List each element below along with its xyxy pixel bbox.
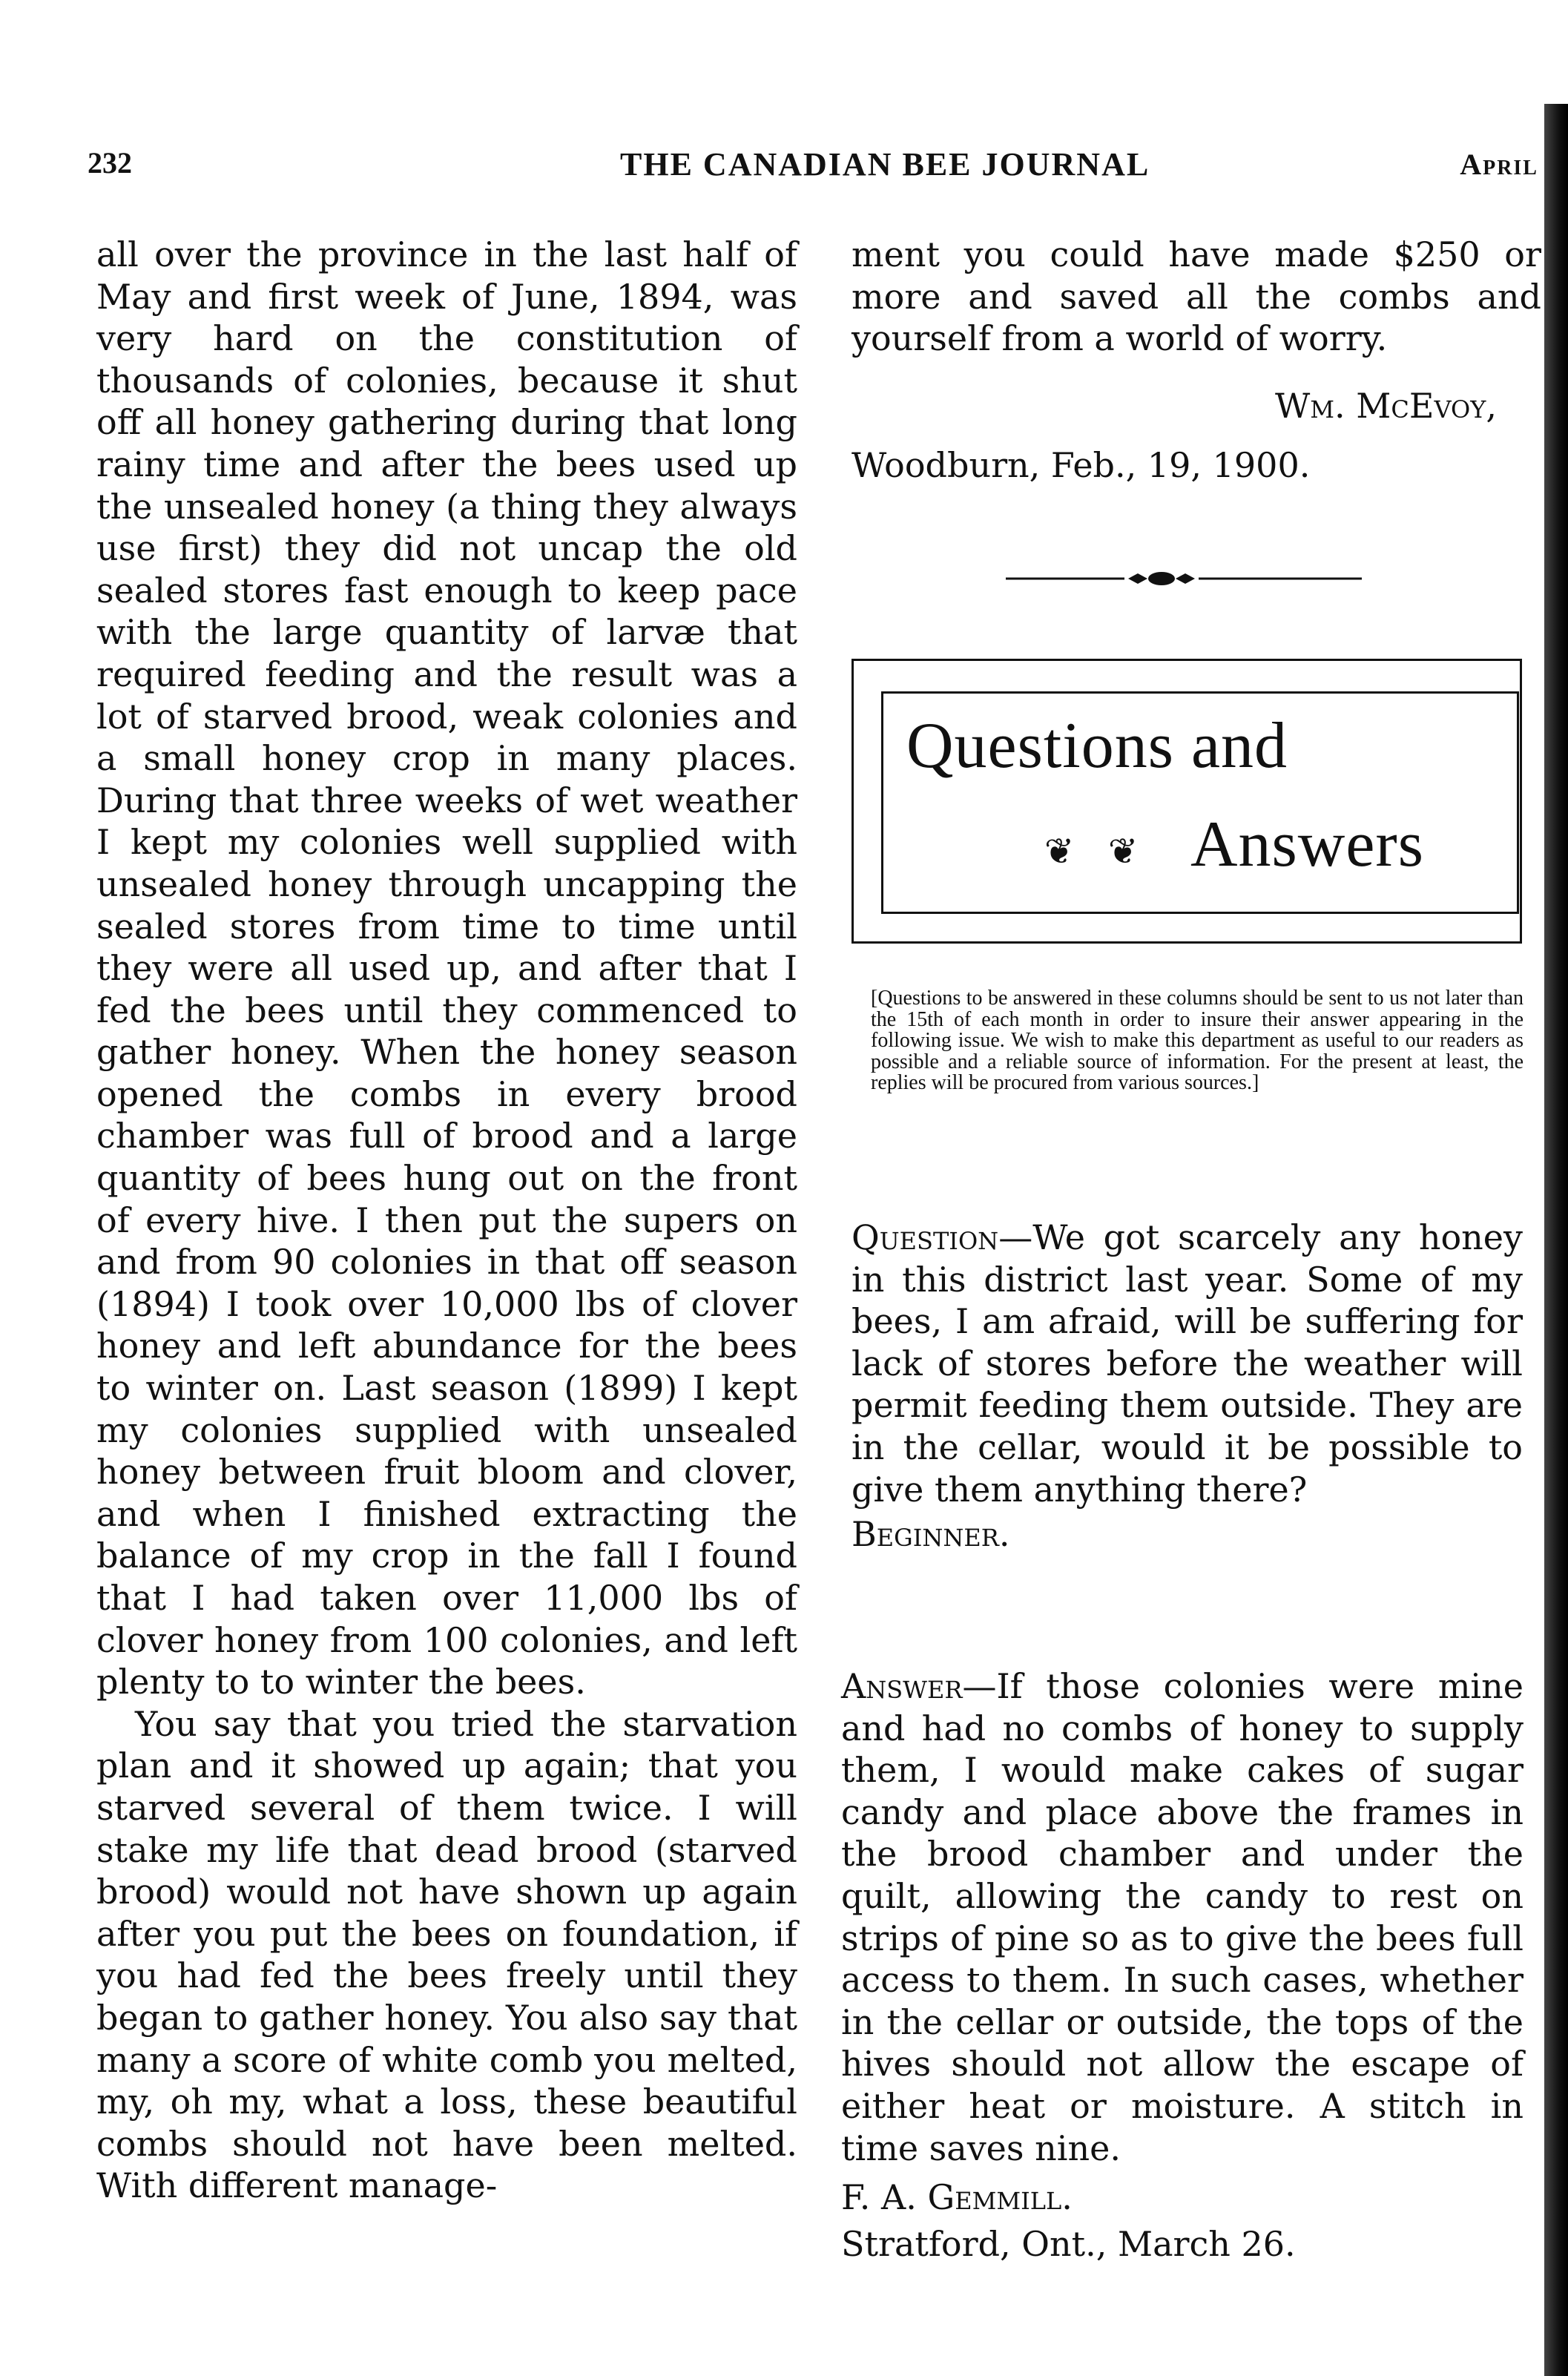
journal-title: THE CANADIAN BEE JOURNAL — [620, 146, 1150, 182]
section-divider-ornament — [1006, 570, 1362, 588]
answer-block — [841, 1665, 1523, 2265]
letter-signature: Wm. McEvoy, — [1275, 385, 1497, 426]
answer-dateline: Stratford, Ont., March 26. — [841, 2223, 1296, 2264]
question-signature: Beginner. — [851, 1514, 1010, 1555]
running-header — [88, 145, 1538, 197]
question-block — [851, 1217, 1523, 1556]
letter-paragraph-1: all over the province in the last half of May and first week of June, 1894, was very hard on the constitution of thousands of colonies, because it shut off all honey gathering during that long rainy time and after the bees used up the unsealed honey (a thing they always use first) they did not uncap the old sealed stores fast enough to keep pace with the large quantity of larvæ that required feeding and the result was a lot of starved brood, weak colonies and a small honey crop in many places. During that three weeks of wet weather I kept my colonies well supplied with unsealed honey through uncapping the sealed stores from time to time until they were all used up, and after that I fed the bees until they commenced to gather honey. When the honey season opened the combs in every brood chamber was full of brood and a large quantity of bees hung out on the front of every hive. I then put the supers on and from 90 colonies in that off season (1894) I took over 10,000 lbs of clover honey and left abundance for the bees to winter on. Last season (1899) I kept my colonies supplied with unsealed honey between fruit bloom and clover, and when I finished extracting the balance of my crop in the fall I found that I had taken over 11,000 lbs of clover honey from 100 colonies, and left plenty to to winter the bees. — [96, 234, 797, 1702]
right-column-letter-end — [851, 234, 1541, 487]
question-body: —We got scarcely any honey in this district last year. Some of my bees, I am afraid, will be suffering for lack of stores before the weather will permit feeding them outside. They are in the cellar, would it be possible to give them anything there? — [851, 1217, 1523, 1510]
answer-text — [841, 1665, 1523, 2169]
qa-heading-line1: Questions and — [906, 710, 1288, 782]
issue-month: April — [1460, 148, 1538, 181]
question-label: Question — [851, 1217, 999, 1257]
fleuron-icon: ❦ — [1044, 831, 1075, 872]
letter-dateline: Woodburn, Feb., 19, 1900. — [851, 445, 1311, 486]
letter-paragraph-2: You say that you tried the starvation plan and it showed up again; that you starved several of them twice. I will stake my life that dead brood (starved brood) would not have shown up again after you put the bees on foundation, if you had fed the bees freely until they began to gather honey. You also say that many a score of white comb you melted, my, oh my, what a loss, these beautiful combs should not have been melted. With different manage- — [96, 1703, 797, 2206]
qa-heading-line2: Answers — [1190, 809, 1424, 881]
scan-edge-shadow — [1544, 104, 1568, 2376]
page-number: 232 — [88, 146, 132, 180]
answer-signature: F. A. Gemmill. — [841, 2177, 1073, 2218]
question-text — [851, 1217, 1523, 1510]
editorial-notice: [Questions to be answered in these columns should be sent to us not later than the 15th of each month in order to insure their answer appearing in the following issue. We wish to make this department as useful to our readers as possible and a reliable source of information. For the present at least, the replies will be procured from various sources.] — [871, 987, 1523, 1094]
fleuron-icon: ❦ — [1108, 831, 1139, 872]
letter-continuation: ment you could have made $250 or more and saved all the combs and yourself from a world of worry. — [851, 234, 1541, 359]
left-column — [96, 234, 797, 2207]
answer-body: —If those colonies were mine and had no combs of honey to supply them, I would make cakes of sugar candy and place above the frames in the brood chamber and under the quilt, allowing the candy to rest on strips of pine so as to give the bees full access to them. In such cases, whether in the cellar or outside, the tops of the hives should not allow the escape of either heat or moisture. A stitch in time saves nine. — [841, 1666, 1523, 2168]
answer-label: Answer — [841, 1666, 963, 1706]
